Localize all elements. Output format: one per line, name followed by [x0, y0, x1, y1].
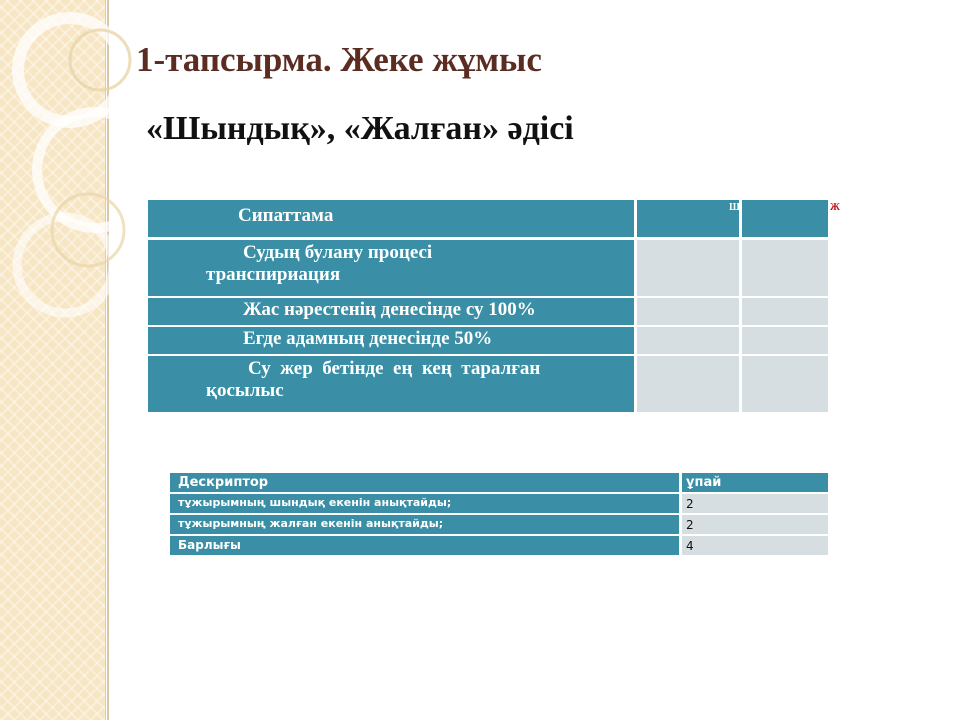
header-false-mark: Ж	[830, 202, 840, 213]
descriptor-table	[170, 473, 830, 557]
descriptor-row-true: тұжырымның шындық екенін анықтайды;	[170, 494, 679, 513]
slide-title: 1-тапсырма. Жеке жұмыс	[136, 40, 542, 79]
slide-subtitle: «Шындық», «Жалған» әдісі	[146, 110, 574, 147]
points-cell: 2	[682, 515, 828, 534]
descriptor-header: Дескриптор	[170, 473, 679, 492]
table-row-description: Егде адамның денесінде 50%	[148, 327, 634, 354]
table-row-description: Жас нәрестенің денесінде су 100%	[148, 298, 634, 325]
answer-cell-true[interactable]	[637, 240, 739, 296]
answer-cell-false[interactable]	[742, 240, 828, 296]
header-description-label: Сипаттама	[238, 205, 334, 226]
decorative-circles	[0, 0, 140, 720]
answer-cell-false[interactable]	[742, 298, 828, 325]
descriptor-row-false: тұжырымның жалған екенін анықтайды;	[170, 515, 679, 534]
points-header: ұпай	[682, 473, 828, 492]
points-cell: 2	[682, 494, 828, 513]
header-false-cell	[742, 200, 828, 237]
header-true-cell	[637, 200, 739, 237]
answer-cell-false[interactable]	[742, 327, 828, 354]
answer-cell-true[interactable]	[637, 298, 739, 325]
true-false-table	[148, 200, 848, 415]
table-row-description: Судың булану процесі транспириация	[148, 240, 634, 296]
answer-cell-true[interactable]	[637, 356, 739, 412]
answer-cell-true[interactable]	[637, 327, 739, 354]
descriptor-row-total: Барлығы	[170, 536, 679, 555]
header-description-cell	[148, 200, 634, 237]
header-true-mark: Ш	[729, 202, 740, 213]
answer-cell-false[interactable]	[742, 356, 828, 412]
table-row-description: Су жер бетінде ең кең таралған қосылыс	[148, 356, 634, 412]
points-total-cell: 4	[682, 536, 828, 555]
